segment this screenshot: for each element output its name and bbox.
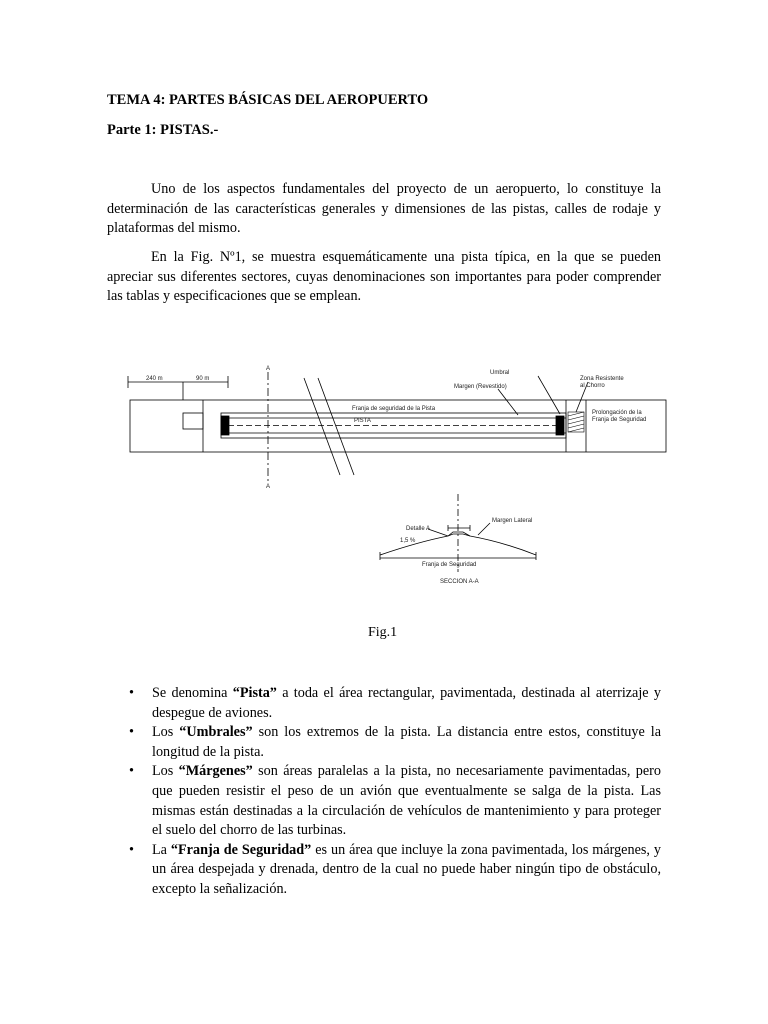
list-item: • Los “Márgenes” son áreas paralelas a la pista, no necesariamente pavimentadas, pero que pueden resistir el peso de un avión que eventualmente se salga de la pista. Las mismas están destinadas a la circulación de vehículos de mantenimiento y para proteger el suelo del chorro de las turbinas. [129, 763, 661, 839]
umbral-label: Umbral [490, 370, 510, 376]
figure-reference-paragraph: En la Fig. Nº1, se muestra esquemáticamente una pista típica, en la que se pueden apreciar sus diferentes sectores, cuyas denominaciones son importantes para poder comprender las tablas y especificaciones que se emplean. [107, 249, 661, 305]
bullet-symbol: • [129, 763, 134, 780]
franja-seguridad-side-label: Franja de Seguridad [592, 417, 647, 423]
list-item: • La “Franja de Seguridad” es un área que incluye la zona pavimentada, los márgenes, y un área despejada y drenada, dentro de la cual no puede haber ningún tipo de obstáculo, excepto la señalización. [129, 841, 661, 897]
section-marker-top: A [266, 366, 271, 372]
list-item: • Los “Umbrales” son los extremos de la pista. La distancia entre estos, constituye la longitud de la pista. [129, 724, 661, 760]
term-umbrales: “Umbrales” [179, 724, 253, 741]
section-marker-bottom: A [266, 484, 271, 490]
term-franja-seguridad: “Franja de Seguridad” [170, 841, 312, 858]
runway-diagram-svg [118, 360, 678, 590]
bullet-symbol: • [129, 841, 134, 858]
eje-pista-label: PISTA [354, 418, 371, 424]
runway-diagram [118, 360, 678, 590]
al-chorro-label: al Chorro [580, 383, 605, 389]
dim-240-label: 240 m [146, 376, 163, 382]
seccion-aa-label: SECCION A-A [440, 579, 479, 585]
dim-90-label: 90 m [196, 376, 210, 382]
definitions-list [107, 684, 661, 900]
umbral-right [556, 416, 564, 435]
franja-seguridad-section-label: Franja de Seguridad [422, 562, 477, 568]
franja-pista-label: Franja de seguridad de la Pista [352, 406, 436, 412]
intro-paragraph: Uno de los aspectos fundamentales del proyecto de un aeropuerto, lo constituye la determinación de las características generales y dimensiones de las pistas, calles de rodaje y plataformas del mismo. [107, 181, 661, 237]
detalle-a-label: Detalle A [406, 526, 431, 532]
list-item: • Se denomina “Pista” a toda el área rectangular, pavimentada, destinada al aterrizaje y despegue de aviones. [129, 685, 661, 721]
term-pista: “Pista” [232, 685, 277, 701]
pendiente-label: 1,5 % [400, 538, 416, 544]
margen-lateral-label: Margen Lateral [492, 518, 533, 524]
margen-revestido-label: Margen (Revestido) [454, 384, 507, 390]
umbral-left [221, 416, 229, 435]
document-title: TEMA 4: PARTES BÁSICAS DEL AEROPUERTO [107, 92, 429, 108]
figure-caption: Fig.1 [368, 625, 398, 640]
term-margenes: “Márgenes” [178, 763, 253, 780]
zona-resistente-label: Zona Resistente [580, 376, 624, 382]
bullet-symbol: • [129, 724, 134, 741]
taxiway-edge-2 [318, 378, 354, 475]
bullet-symbol: • [129, 685, 134, 701]
prolongacion-label: Prolongación de la [592, 410, 642, 416]
taxiway-edge-1 [304, 378, 340, 475]
section-subtitle: Parte 1: PISTAS.- [107, 122, 219, 138]
